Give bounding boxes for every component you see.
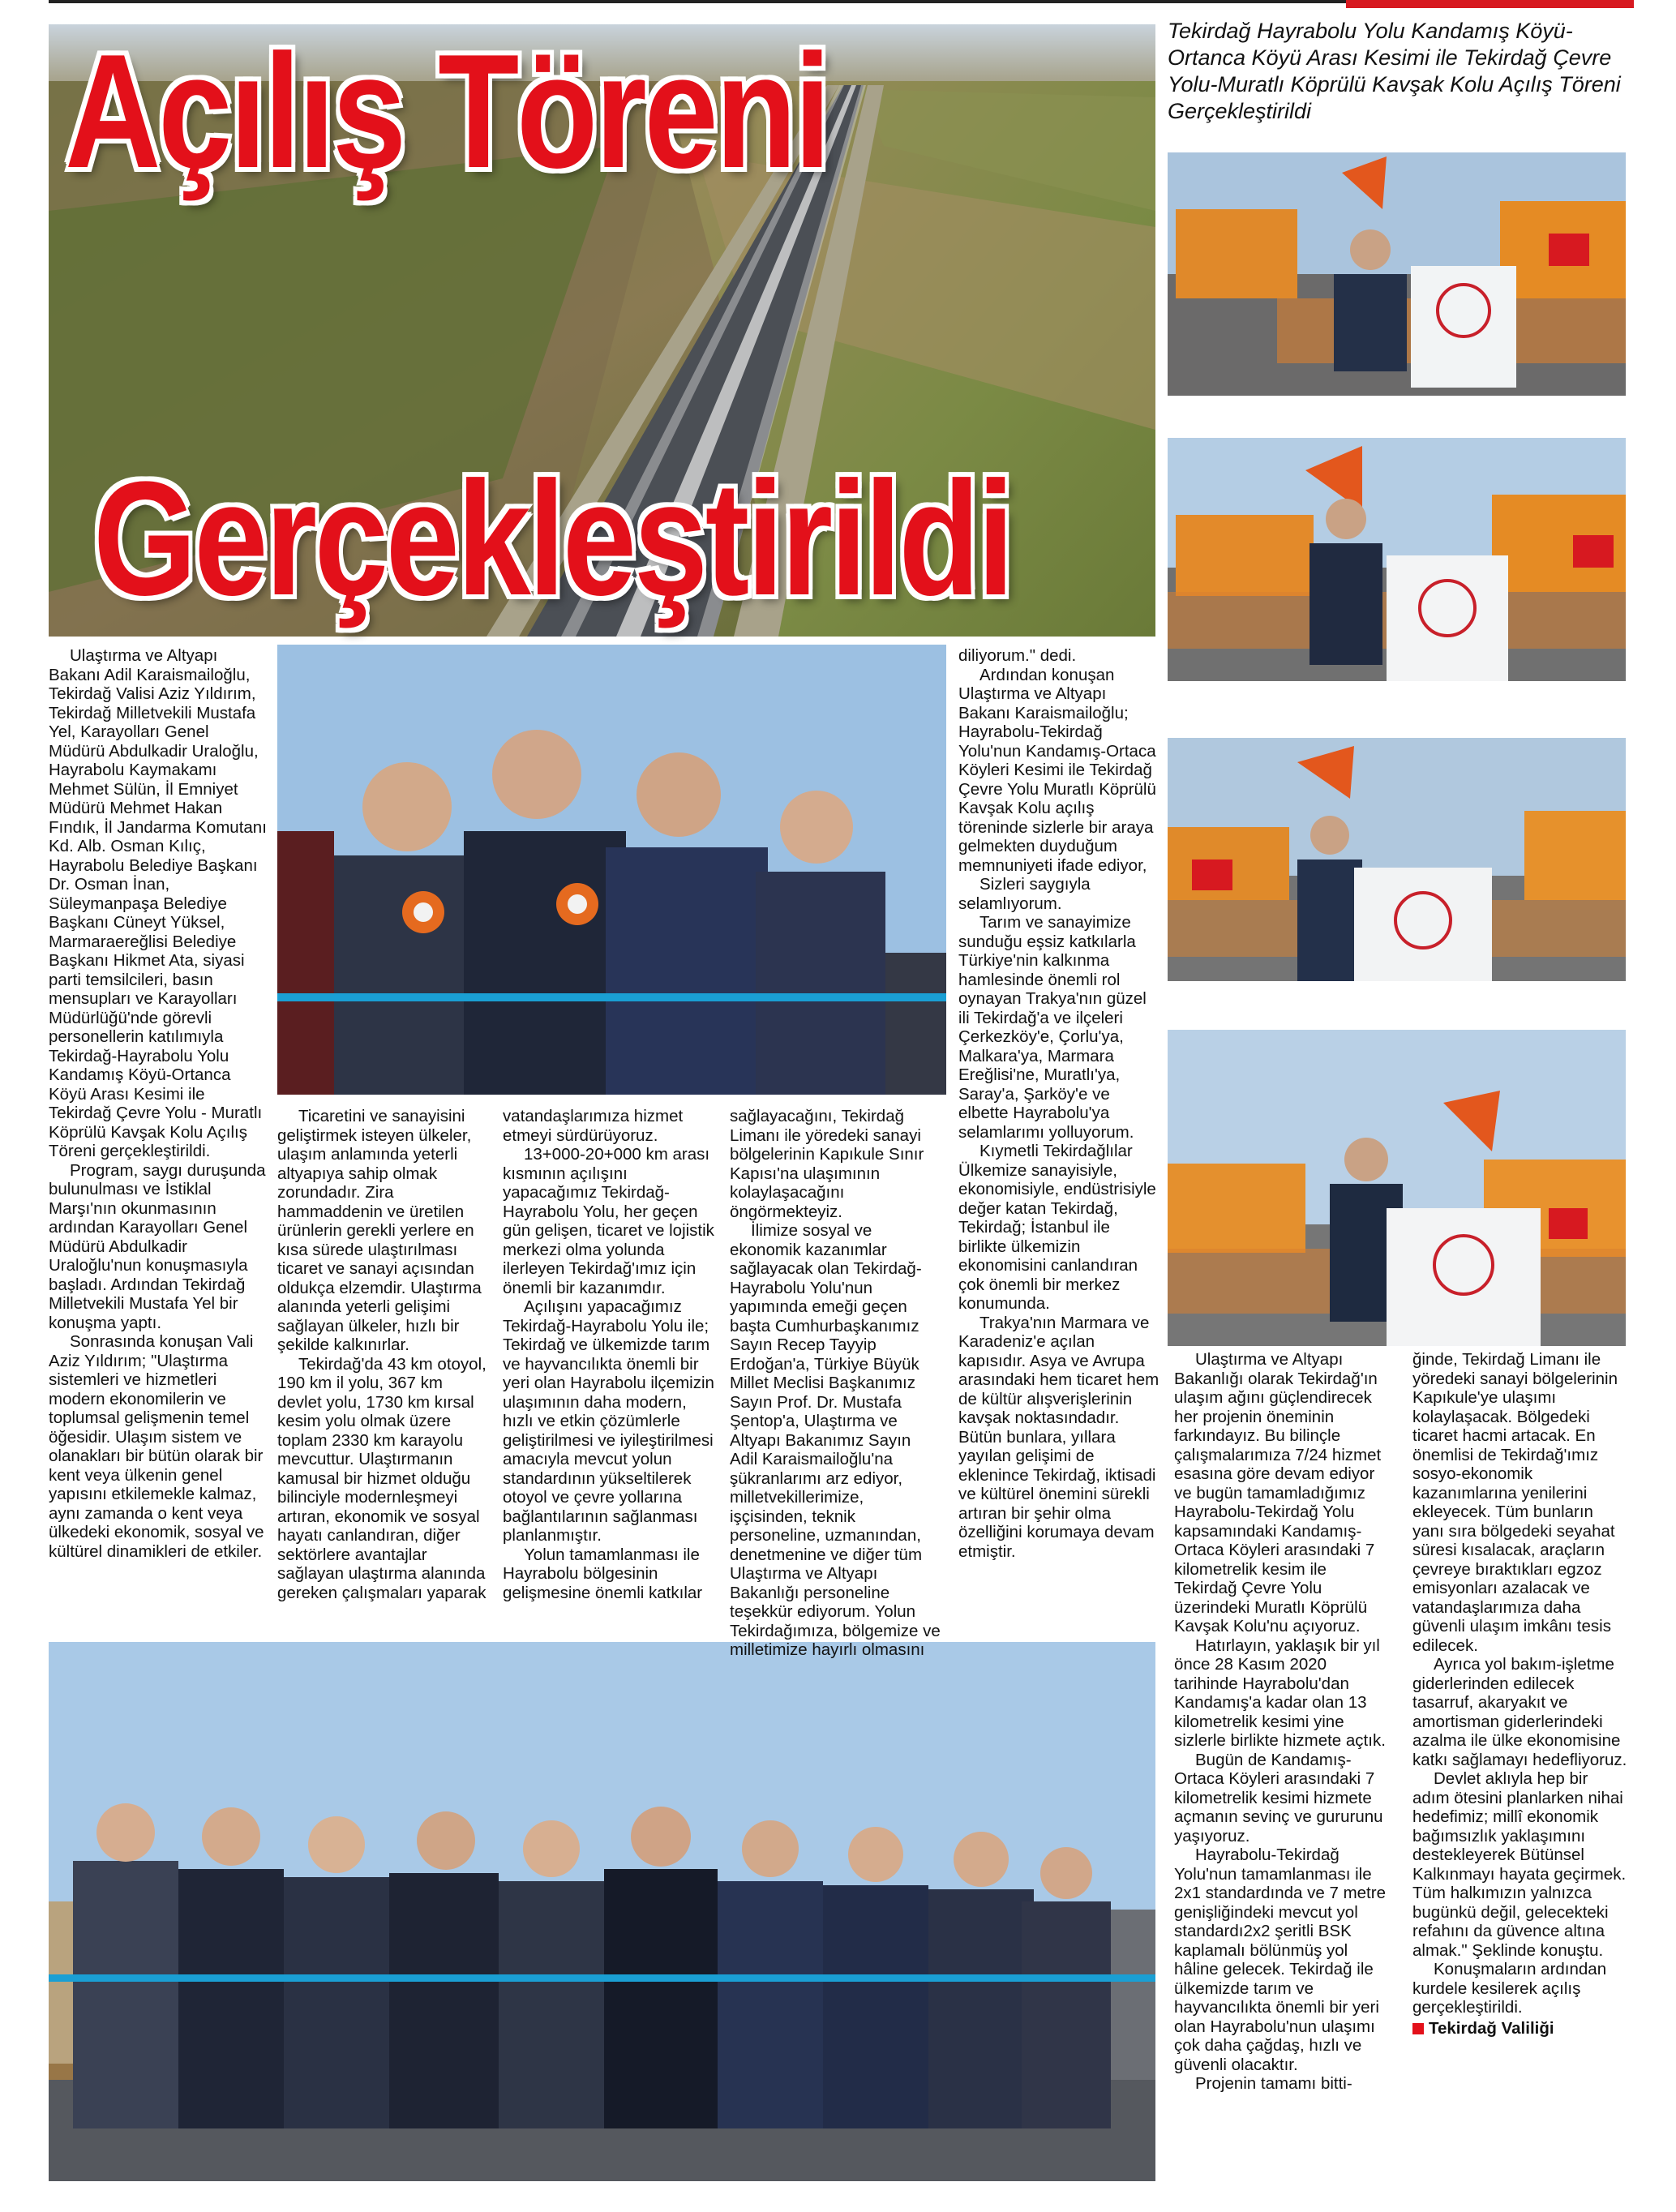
paragraph: Ardından konuşan Ulaştırma ve Altyapı Bakanı Karaismailoğlu; Hayrabolu-Tekirdağ Yolu'nun Kandamış-Ortaca Köyleri Kesimi ile Tekirdağ Çevre Yolu Muratlı Köprülü Kavşak Kolu açılış töreninde sizlerle bir araya gelmekten duyduğum memnuniyeti ifade ediyor,	[958, 665, 1156, 875]
article-column-4	[730, 1107, 942, 1659]
subheadline: Tekirdağ Hayrabolu Yolu Kandamış Köyü-Ortanca Köyü Arası Kesimi ile Tekirdağ Çevre Yolu-Muratlı Köprülü Kavşak Kolu Açılış Töreni Gerçekleştirildi	[1168, 19, 1621, 123]
paragraph: Program, saygı duruşunda bulunulması ve İstiklal Marşı'nın okunmasının ardından Karayolları Genel Müdürü Abdulkadir Uraloğlu'nun konuşmasıyla başladı. Ardından Tekirdağ Milletvekili Mustafa Yel bir konuşma yaptı.	[49, 1160, 266, 1332]
headline-line-1: Açılış Töreni	[65, 21, 829, 202]
paragraph: Trakya'nın Marmara ve Karadeniz'e açılan kapısıdır. Asya ve Avrupa arasındaki hem ticaret hem de kültür alışverişlerinin kavşak noktasındadır. Bütün bunlara, yıllara yayılan gelişimi de eklenince Tekirdağ, iktisadi ve kültürel önemini sürekli artıran bir şehir olma özelliğini korumaya devam etmiştir.	[958, 1313, 1159, 1561]
paragraph: Tarım ve sanayimize sunduğu eşsiz katkılarla Türkiye'nin kalkınma hamlesinde önemli rol oynayan Trakya'nın güzel ili Tekirdağ'a ve ilçeleri Çerkezköy'e, Çorlu'ya, Malkara'ya, Marmara Ereğlisi'ne, Muratlı'ya, Saray'a, Şarköy'e ve elbette Hayrabolu'ya selamlarımı yolluyorum.	[958, 913, 1147, 1142]
paragraph: 13+000-20+000 km arası kısmının açılışını yapacağımız Tekirdağ-Hayrabolu Yolu, her geçen gün gelişen, ticaret ve lojistik merkezi olma yolunda ilerleyen Tekirdağ'ımız için önemli bir kazanımdır.	[503, 1145, 714, 1297]
top-red-bar	[1346, 0, 1634, 8]
paragraph: Sizleri saygıyla selamlıyorum.	[958, 875, 1091, 913]
paragraph: ğinde, Tekirdağ Limanı ile yöredeki sanayi bölgelerinin Kapıkule'ye ulaşımı kolaylaşacak. Bölgedeki ticaret hacmi artacak. En önemlisi de Tekirdağ'ımız sosyo-ekonomik kazanımlarına yenilerini ekleyecek. Tüm bunların yanı sıra bölgedeki seyahat süresi kısalacak, araçların çevreye bıraktıkları egzoz emisyonları azalacak ve vatandaşlarımıza daha güvenli ulaşım imkânı tesis edilecek.	[1412, 1350, 1618, 1655]
podium-photo-1	[1168, 152, 1626, 396]
paragraph: Kıymetli Tekirdağlılar Ülkemize sanayisiyle, ekonomisiyle, endüstrisiyle değer katan Tekirdağ, Tekirdağ; İstanbul ile birlikte ülkemizin ekonomisini canlandıran çok önemli bir merkez konumunda.	[958, 1142, 1156, 1313]
article-column-6	[1174, 1350, 1387, 2206]
podium-photo-2	[1168, 438, 1626, 681]
paragraph: İlimize sosyal ve ekonomik kazanımlar sağlayacak olan Tekirdağ-Hayrabolu Yolu'nun yapımında emeği geçen başta Cumhurbaşkanımız Sayın Recep Tayyip Erdoğan'a, Türkiye Büyük Millet Meclisi Başkanımız Sayın Prof. Dr. Mustafa Şentop'a, Ulaştırma ve Altyapı Bakanımız Sayın Adil Karaismailoğlu'na şükranlarımı arz ediyor, milletvekillerimize, işçisinden, teknik personeline, uzmanından, denetmenine ve diğer tüm Ulaştırma ve Altyapı Bakanlığı personeline teşekkür ediyorum. Yolun Tekirdağımıza, bölgemize ve milletimize hayırlı olmasını	[730, 1221, 941, 1659]
paragraph: Devlet aklıyla hep bir adım ötesini planlarken nihai hedefimiz; millî ekonomik bağımsızlık yaklaşımını destekleyerek Bütünsel Kalkınmayı hayata geçirmek. Tüm halkımızın yalnızca bugünkü değil, gelecekteki refahını da güvence altına almak." Şeklinde konuştu.	[1412, 1769, 1627, 1960]
article-column-3	[503, 1107, 715, 1634]
paragraph: diliyorum." dedi.	[958, 646, 1077, 665]
paragraph: sağlayacağını, Tekirdağ Limanı ile yöredeki sanayi bölgelerinin Kapıkule Sınır Kapısı'na ulaşımının kolaylaşacağını öngörmekteyiz.	[730, 1107, 924, 1221]
group-ribbon-cutting-photo	[49, 1642, 1155, 2181]
paragraph: Projenin tamamı bitti-	[1195, 2074, 1352, 2093]
paragraph: Hayrabolu-Tekirdağ Yolu'nun tamamlanması ile 2x1 standardında ve 7 metre genişliğindeki mevcut yol standardı2x2 şeritli BSK kaplamalı bölünmüş yol hâline gelecek. Tekirdağ ile ülkemizde tarım ve hayvancılıkta önemli bir yeri olan Hayrabolu'nun ulaşımı çok daha çağdaş, hızlı ve güvenli olacaktır.	[1174, 1845, 1386, 2074]
article-column-2	[277, 1107, 490, 1634]
ribbon-ceremony-photo	[277, 645, 946, 1095]
paragraph: Ulaştırma ve Altyapı Bakanı Adil Karaismailoğlu, Tekirdağ Valisi Aziz Yıldırım, Tekirdağ Milletvekili Mustafa Yel, Karayolları Genel Müdürü Abdulkadir Uraloğlu, Hayrabolu Kaymakamı Mehmet Sülün, İl Emniyet Müdürü Mehmet Hakan Fındık, İl Jandarma Komutanı Kd. Alb. Osman Kılıç, Hayrabolu Belediye Başkanı Dr. Osman İnan, Süleymanpaşa Belediye Başkanı Cüneyt Yüksel, Marmaraereğlisi Belediye Başkanı Hikmet Ata, siyasi parti temsilcileri, basın mensupları ve Karayolları Müdürlüğü'nde görevli personellerin katılımıyla Tekirdağ-Hayrabolu Yolu Kandamış Köyü-Ortanca Köyü Arası Kesimi ile Tekirdağ Çevre Yolu - Muratlı Köprülü Kavşak Kolu Açılış Töreni gerçekleştirildi.	[49, 646, 267, 1160]
article-column-1	[49, 646, 269, 1640]
headline-line-2: Gerçekleştirildi	[93, 448, 1012, 629]
podium-photo-3	[1168, 738, 1626, 981]
paragraph: Sonrasında konuşan Vali Aziz Yıldırım; "Ulaştırma sistemleri ve hizmetleri modern ekonomilerin ve toplumsal gelişmenin temel öğesidir. Ulaşım sistem ve olanakları bir bütün olarak bir kent veya ülkenin genel yapısını etkilemekle kalmaz, aynı zamanda o kent veya ülkedeki ekonomik, sosyal ve kültürel dinamikleri de etkiler.	[49, 1332, 264, 1561]
paragraph: Ulaştırma ve Altyapı Bakanlığı olarak Tekirdağ'ın ulaşım ağını güçlendirecek her projenin öneminin farkındayız. Bu bilinçle çalışmalarımıza 7/24 hizmet esasına göre devam ediyor ve bugün tamamladığımız Hayrabolu-Tekirdağ Yolu kapsamındaki Kandamış-Ortaca Köyleri arasındaki 7 kilometrelik kesim ile Tekirdağ Çevre Yolu üzerindeki Muratlı Köprülü Kavşak Kolu'nu açıyoruz.	[1174, 1350, 1382, 1635]
article-column-7	[1412, 1350, 1627, 2206]
paragraph: Yolun tamamlanması ile Hayrabolu bölgesinin gelişmesine önemli katkılar	[503, 1545, 703, 1602]
source-label: Tekirdağ Valiliği	[1429, 2018, 1554, 2038]
red-square-icon	[1412, 2023, 1424, 2034]
paragraph: Hatırlayın, yaklaşık bir yıl önce 28 Kasım 2020 tarihinde Hayrabolu'dan Kandamış'a kadar olan 13 kilometrelik kesimi yine sizlerle birlikte hizmete açtık.	[1174, 1635, 1386, 1750]
paragraph: Bugün de Kandamış-Ortaca Köyleri arasındaki 7 kilometrelik kesimi hizmete açmanın sevinç ve gururunu yaşıyoruz.	[1174, 1750, 1383, 1845]
article-column-5	[958, 646, 1159, 1635]
podium-photo-4	[1168, 1030, 1626, 1346]
paragraph: Açılışını yapacağımız Tekirdağ-Hayrabolu Yolu ile; Tekirdağ ve ülkemizde tarım ve hayvancılıkta önemli bir yeri olan Hayrabolu ilçemizin ulaşımının daha modern, hızlı ve etkin çözümlerle geliştirilmesi ve iyileştirilmesi amacıyla mevcut yolun standardının yükseltilerek otoyol ve çevre yollarına bağlantılarının sağlanması planlanmıştır.	[503, 1297, 714, 1545]
paragraph: Ayrıca yol bakım-işletme giderlerinden edilecek tasarruf, akaryakıt ve amortisman giderlerindeki azalma ile ülke ekonomisine katkı sağlamayı hedefliyoruz.	[1412, 1655, 1627, 1769]
paragraph: Tekirdağ'da 43 km otoyol, 190 km il yolu, 367 km devlet yolu, 1730 km kırsal kesim yolu olmak üzere toplam 2330 km karayolu mevcuttur. Ulaştırmanın kamusal bir hizmet olduğu bilinciyle modernleşmeyi artıran, ekonomik ve sosyal hayatı canlandıran, diğer sektörlere avantajlar sağlayan ulaştırma alanında gereken çalışmaları yaparak	[277, 1354, 487, 1602]
paragraph: Ticaretini ve sanayisini geliştirmek isteyen ülkeler, ulaşım anlamında yeterli altyapıya sahip olmak zorundadır. Zira hammaddenin ve üretilen ürünlerin gerekli yerlere en kısa sürede ulaştırılması ticaret ve sanayi açısından oldukça elzemdir. Ulaştırma alanında yeterli gelişimi sağlayan ülkeler, hızlı bir şekilde kalkınırlar.	[277, 1107, 482, 1354]
source-credit	[1412, 2019, 1627, 2038]
paragraph: Konuşmaların ardından kurdele kesilerek açılış gerçekleştirildi.	[1412, 1960, 1607, 2017]
paragraph: vatandaşlarımıza hizmet etmeyi sürdürüyoruz.	[503, 1107, 684, 1145]
